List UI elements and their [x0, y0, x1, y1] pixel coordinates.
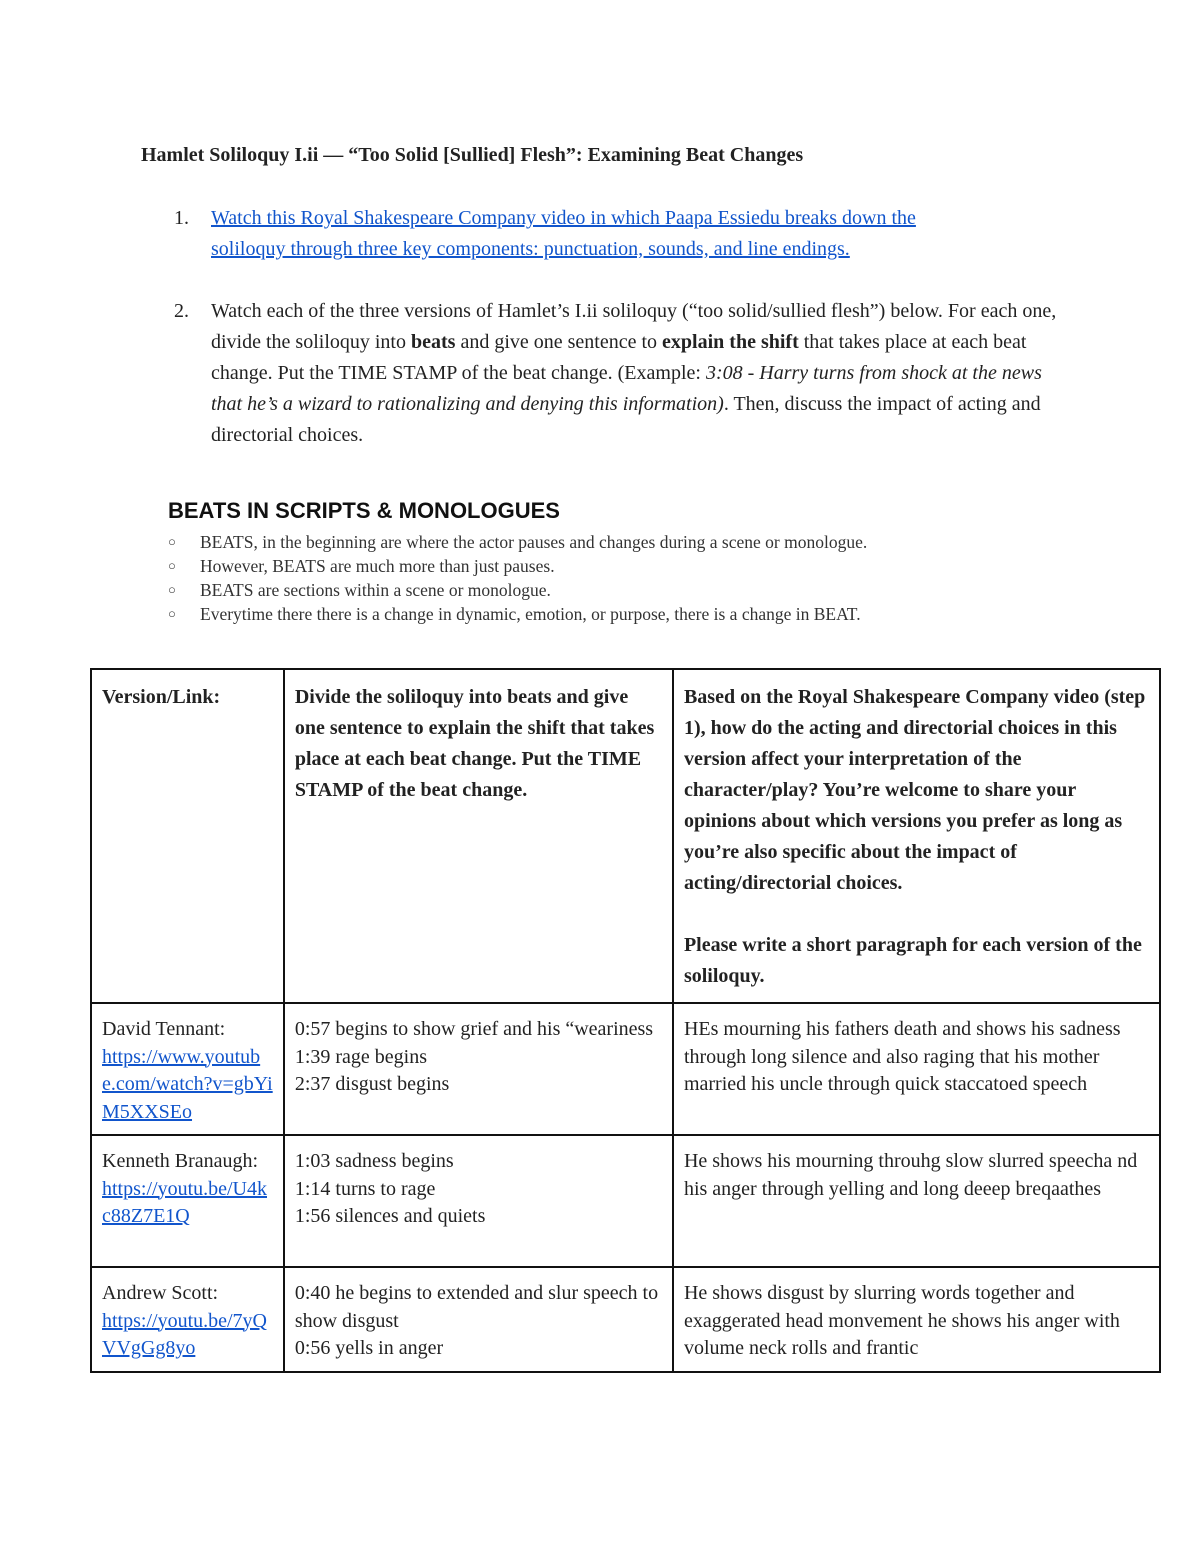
impact-cell: HEs mourning his fathers death and shows his sadness through long silence and also raging that his mother married his uncle through quick staccatoed speech	[673, 1003, 1160, 1135]
step-2-example: 3:08 - Harry turns from shock at the news that he’s a wizard to rationalizing and denying this information)	[211, 362, 1042, 415]
version-link[interactable]: https://youtu.be/7yQVVgGg8yo	[102, 1309, 267, 1359]
beats-cell	[284, 1135, 673, 1267]
beats-bullet-text: However, BEATS are much more than just pauses.	[200, 556, 555, 576]
circle-bullet-icon: ○	[168, 582, 176, 597]
beat-entry: 1:39 rage begins	[294, 1045, 428, 1068]
step-2-text-d: . Then, discuss the impact of acting and directorial choices.	[211, 393, 1041, 446]
beats-bullet-text: BEATS, in the beginning are where the actor pauses and changes during a scene or monologue.	[200, 532, 868, 552]
beats-cell	[284, 1267, 673, 1372]
impact-cell: He shows disgust by slurring words together and exaggerated head monvement he shows his anger with volume neck rolls and frantic	[673, 1267, 1160, 1372]
version-name: David Tennant:	[102, 1018, 226, 1040]
header-beats: Divide the soliloquy into beats and give one sentence to explain the shift that takes place at each beat change. Put the TIME STAMP of the beat change.	[284, 669, 673, 1003]
step-2	[174, 296, 1074, 451]
header-impact-instruction: Please write a short paragraph for each version of the soliloquy.	[683, 934, 1142, 987]
table-row	[91, 1135, 1160, 1267]
impact-cell: He shows his mourning throuhg slow slurred speecha nd his anger through yelling and long deeep breqaathes	[673, 1135, 1160, 1267]
table-header-row	[91, 669, 1160, 1003]
step-2-text-c: that takes place at each beat change. Put the TIME STAMP of the beat change. (Example:	[211, 331, 1027, 384]
beats-bullet	[168, 602, 1048, 626]
beats-table	[90, 668, 1161, 1373]
table-row	[91, 1267, 1160, 1372]
step-2-bold-beats: beats	[411, 331, 456, 353]
beat-entry: 1:03 sadness begins	[294, 1150, 454, 1172]
beats-bullet-text: BEATS are sections within a scene or monologue.	[200, 580, 551, 600]
version-cell	[91, 1135, 284, 1267]
beats-bullet	[168, 578, 1048, 602]
step-2-bold-explain: explain the shift	[662, 331, 799, 353]
step-1	[174, 203, 1074, 265]
table-row	[91, 1003, 1160, 1135]
header-version-link: Version/Link:	[91, 669, 284, 1003]
beat-entry: 0:57 begins to show grief and his “weariness	[294, 1018, 654, 1040]
beat-entry: 1:14 turns to rage	[294, 1177, 436, 1200]
header-impact	[673, 669, 1160, 1003]
beats-bullet-list	[168, 530, 1048, 626]
version-name: Kenneth Branaugh:	[102, 1150, 259, 1172]
circle-bullet-icon: ○	[168, 534, 176, 549]
version-link[interactable]: https://www.youtube.com/watch?v=gbYiM5XXSEo	[102, 1045, 273, 1123]
header-impact-question: Based on the Royal Shakespeare Company video (step 1), how do the acting and directorial choices in this version affect your interpretation of the character/play? You’re welcome to share your opinions about which versions you prefer as long as you’re also specific about the impact of acting/directorial choices.	[683, 686, 1146, 894]
step-2-text-b: and give one sentence to	[455, 331, 663, 353]
beats-bullet	[168, 554, 1048, 578]
rsc-video-link-line-2: soliloquy through three key components: punctuation, sounds, and line endings.	[211, 238, 850, 260]
circle-bullet-icon: ○	[168, 606, 176, 621]
beat-entry: 1:56 silences and quiets	[294, 1205, 486, 1227]
beat-entry: 0:56 yells in anger	[294, 1337, 444, 1359]
page-title: Hamlet Soliloquy I.ii — “Too Solid [Sullied] Flesh”: Examining Beat Changes	[141, 144, 804, 166]
version-link[interactable]: https://youtu.be/U4kc88Z7E1Q	[102, 1177, 267, 1227]
beats-cell	[284, 1003, 673, 1135]
step-2-instructions	[211, 296, 1074, 451]
rsc-video-link[interactable]	[211, 207, 916, 260]
beat-entry: 2:37 disgust begins	[294, 1073, 450, 1095]
version-cell	[91, 1003, 284, 1135]
version-cell	[91, 1267, 284, 1372]
step-2-text-a: Watch each of the three versions of Hamlet’s I.ii soliloquy (“too solid/sullied flesh”) below. For each one, divide the soliloquy into	[211, 300, 1057, 353]
beats-info-panel	[168, 498, 1048, 626]
circle-bullet-icon: ○	[168, 558, 176, 573]
beats-bullet-text: Everytime there there is a change in dynamic, emotion, or purpose, there is a change in BEAT.	[200, 604, 861, 624]
beats-heading: BEATS IN SCRIPTS & MONOLOGUES	[168, 498, 560, 523]
rsc-video-link-line-1: Watch this Royal Shakespeare Company video in which Paapa Essiedu breaks down the	[211, 207, 916, 229]
version-name: Andrew Scott:	[102, 1282, 219, 1304]
step-1-number: 1.	[174, 207, 189, 229]
beats-bullet	[168, 530, 1048, 554]
step-2-number: 2.	[174, 300, 189, 322]
beat-entry: 0:40 he begins to extended and slur speech to show disgust	[294, 1282, 659, 1332]
